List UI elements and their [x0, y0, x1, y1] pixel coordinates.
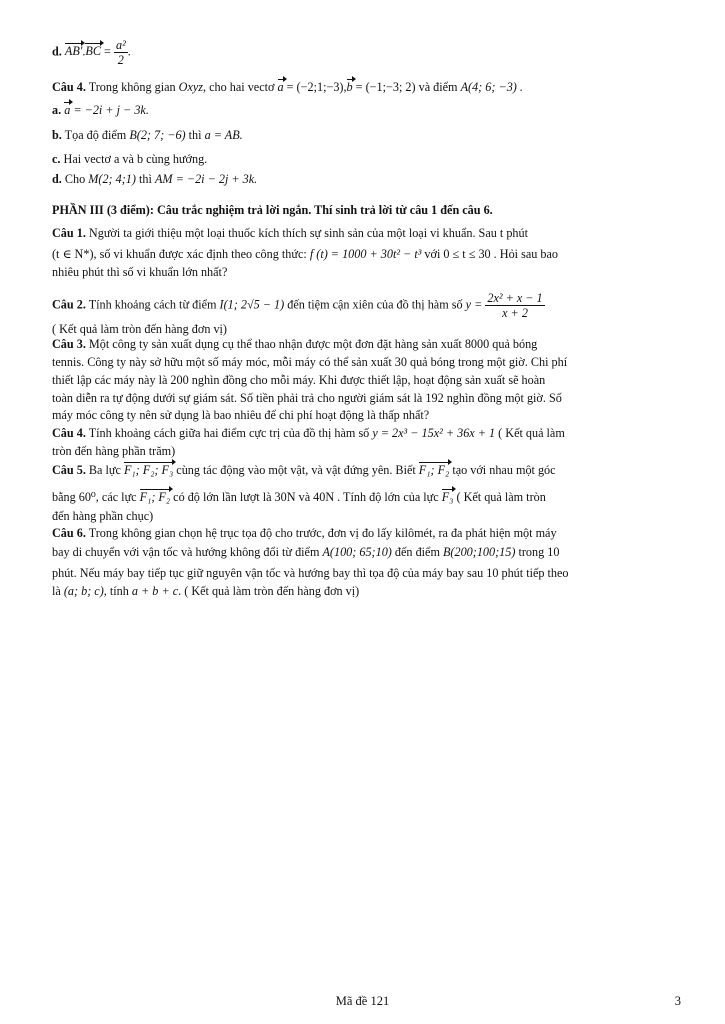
- question-text: , cho hai vectơ: [203, 80, 275, 94]
- point-a: A(4; 6; −3) .: [460, 80, 523, 94]
- c3-line2: tennis. Công ty này sở hữu một số máy móc, mỗi máy có thể sản xuất 30 quả bóng trong một giờ. Chi phí: [52, 355, 568, 369]
- vector-a: a: [277, 80, 284, 94]
- c3-line1: [52, 337, 537, 352]
- option-expression: AM = −2i − 2j + 3k.: [154, 172, 258, 186]
- force-vectors: F₁; F₂; F₃: [123, 463, 174, 477]
- question-text: với 0 ≤ t ≤ 30 . Hỏi sau bao: [424, 247, 558, 261]
- c1-line1: [52, 226, 528, 241]
- question-text: tạo với nhau một góc: [452, 463, 556, 477]
- question-text: Ba lực: [88, 463, 121, 477]
- option-expression: = −2i + j − 3k.: [73, 103, 149, 117]
- point-a: A(100; 65;10): [322, 545, 392, 559]
- question-text: Người ta giới thiệu một loại thuốc kích thích sự sinh sản của một loại vi khuẩn. Sau t phút: [88, 226, 528, 240]
- question-text: Một công ty sản xuất dụng cụ thể thao nhận được một đơn đặt hàng sản xuất 8000 quả bóng: [88, 337, 538, 351]
- vector-bc: BC: [85, 44, 101, 59]
- formula: y = 2x³ − 15x² + 36x + 1: [372, 426, 496, 440]
- sum-expression: a + b + c: [131, 584, 179, 598]
- fraction-denominator: x + 2: [502, 306, 528, 320]
- question-title: Câu 4.: [52, 426, 86, 440]
- exam-code: Mã đề 121: [335, 994, 390, 1008]
- c3-line5: máy móc công ty nên sử dụng là bao nhiêu để chi phí hoạt động là thấp nhất?: [52, 408, 430, 422]
- question-text: là: [52, 584, 61, 598]
- option-label: d.: [52, 172, 62, 186]
- c6-line3: phút. Nếu máy bay tiếp tục giữ nguyên vận tốc và hướng bay thì tọa độ của máy bay sau 10 phút tiếp theo: [52, 566, 569, 580]
- fraction-numerator: 2x² + x − 1: [487, 291, 543, 305]
- c3-line4: toàn diễn ra tự động dưới sự giám sát. Số tiền phải trả cho người giám sát là 192 nghìn đồng một giờ. Số: [52, 391, 562, 405]
- c6-line1: [52, 526, 557, 541]
- vector-a-value: = (−2;1;−3),: [286, 80, 347, 94]
- point-b: B(2; 7; −6): [129, 128, 186, 142]
- question-text: (t ∈ N*), số vi khuẩn được xác định theo công thức:: [52, 247, 307, 261]
- q4-option-b: [52, 128, 243, 143]
- fraction-numerator: a²: [115, 38, 126, 52]
- option-text: Tọa độ điểm: [64, 128, 127, 142]
- c5-line1: [52, 463, 556, 478]
- c2-line1: [52, 291, 545, 320]
- vector-b: b: [346, 80, 353, 94]
- option-expression: a = AB.: [204, 128, 243, 142]
- question-title: Câu 1.: [52, 226, 86, 240]
- c4-line2: tròn đến hàng phần trăm): [52, 444, 176, 458]
- question-text: cùng tác động vào một vật, và vật đứng yên. Biết: [176, 463, 416, 477]
- question-text: bằng 60⁰, các lực: [52, 490, 137, 504]
- option-label: d.: [52, 44, 62, 59]
- option-text: thì: [139, 172, 152, 186]
- fraction-denominator: 2: [117, 53, 124, 67]
- vector-a: a: [64, 103, 71, 117]
- option-text: Cho: [64, 172, 86, 186]
- vector-ab-prime: AB': [64, 44, 83, 59]
- fraction: [114, 38, 128, 67]
- question-text: bay di chuyển với vận tốc và hướng không đổi từ điểm: [52, 545, 320, 559]
- point-m: M(2; 4;1): [88, 172, 136, 186]
- c3-line3: thiết lập các máy này là 200 nghìn đồng cho mỗi máy. Khi được thiết lập, hoạt động sản xuất sẽ hoàn: [52, 373, 546, 387]
- formula: f (t) = 1000 + 30t² − t³: [309, 247, 422, 261]
- page-number: 3: [674, 994, 681, 1008]
- force-vectors: F₁; F₂: [139, 490, 171, 504]
- question-text: đến điểm: [394, 545, 440, 559]
- space-name: Oxyz: [178, 80, 204, 94]
- q4-stem: [52, 80, 523, 95]
- q3-option-d: d. AB'.BC = $\frac{\text{a²}}{2}$ .: [52, 38, 131, 67]
- question-title: Câu 4.: [52, 80, 86, 94]
- question-text: ( Kết quả làm tròn: [456, 490, 546, 504]
- point-i: I(1; 2√5 − 1): [219, 297, 285, 312]
- c6-line4: [52, 584, 359, 599]
- part3-heading: PHẦN III (3 điểm): Câu trắc nghiệm trả lời ngắn. Thí sinh trả lời từ câu 1 đến câu 6.: [52, 203, 493, 217]
- question-text: . ( Kết quả làm tròn đến hàng đơn vị): [178, 584, 360, 598]
- question-text: tính: [109, 584, 129, 598]
- vector-b-value: = (−1;−3; 2): [355, 80, 416, 94]
- force-vectors: F₁; F₂: [418, 463, 450, 477]
- function-label: y =: [465, 297, 483, 312]
- point-b: B(200;100;15): [442, 545, 516, 559]
- coordinate: (a; b; c),: [63, 584, 107, 598]
- q4-option-a: [52, 103, 149, 118]
- fraction: [485, 291, 544, 320]
- q4-option-c: [52, 152, 207, 167]
- question-text: ( Kết quả làm: [498, 426, 565, 440]
- question-title: Câu 3.: [52, 337, 86, 351]
- question-title: Câu 2.: [52, 297, 86, 312]
- question-text: có độ lớn lần lượt là 30N và 40N . Tính độ lớn của lực: [173, 490, 439, 504]
- equals-sign: =: [104, 44, 111, 59]
- option-label: c.: [52, 152, 61, 166]
- c2-note: ( Kết quả làm tròn đến hàng đơn vị): [52, 322, 227, 336]
- q4-option-d: [52, 172, 257, 187]
- c1-line3: nhiêu phút thì số vi khuẩn lớn nhất?: [52, 265, 228, 279]
- question-title: Câu 6.: [52, 526, 86, 540]
- c1-line2: [52, 247, 558, 262]
- option-text: Hai vectơ a và b cùng hướng.: [63, 152, 208, 166]
- question-text: Trong không gian: [88, 80, 176, 94]
- c6-line2: [52, 545, 559, 560]
- question-text: Tính khoảng cách từ điểm: [88, 297, 217, 312]
- force-vector-f3: F₃: [441, 490, 454, 504]
- c5-line2: [52, 490, 546, 505]
- question-text: và điểm: [418, 80, 458, 94]
- option-label: a.: [52, 103, 62, 117]
- option-label: b.: [52, 128, 62, 142]
- question-title: Câu 5.: [52, 463, 86, 477]
- question-text: đến tiệm cận xiên của đồ thị hàm số: [287, 297, 463, 312]
- question-text: trong 10: [518, 545, 560, 559]
- c5-line3: đến hàng phần chục): [52, 509, 154, 523]
- option-text: thì: [188, 128, 202, 142]
- question-text: Trong không gian chọn hệ trục tọa độ cho trước, đơn vị đo lấy kilômét, ra đa phát hiện một máy: [88, 526, 557, 540]
- question-text: Tính khoảng cách giữa hai điểm cực trị của đồ thị hàm số: [88, 426, 370, 440]
- c4-line1: [52, 426, 565, 441]
